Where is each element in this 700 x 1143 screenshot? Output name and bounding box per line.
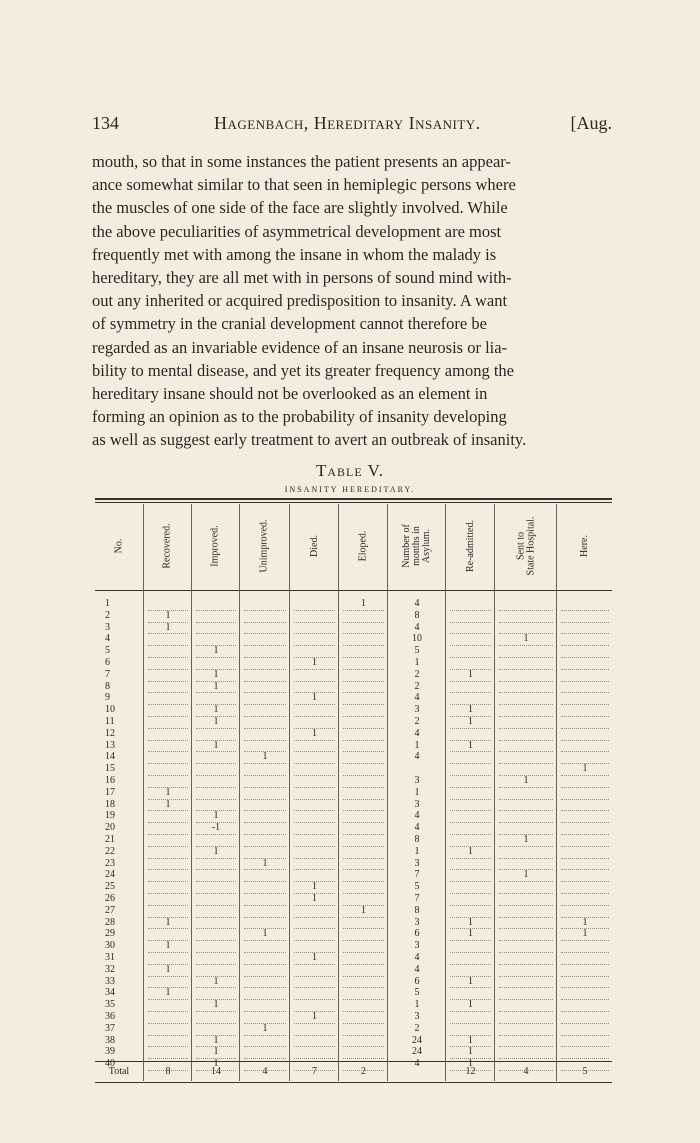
cell-months: 8 bbox=[414, 904, 420, 916]
cell-state-hospital: 1 bbox=[499, 633, 553, 646]
header-label: Died. bbox=[308, 535, 320, 557]
table-row bbox=[95, 763, 612, 775]
cell-unimproved: 1 bbox=[244, 751, 286, 764]
cell-readmitted: 1 bbox=[450, 976, 491, 989]
table-row bbox=[95, 657, 612, 669]
table-bottom-rule bbox=[95, 1082, 612, 1083]
cell-state-hospital: 1 bbox=[499, 869, 553, 882]
cell-died: 1 bbox=[294, 728, 335, 741]
total-improved: 14 bbox=[211, 1066, 221, 1077]
cell-no: 10 bbox=[105, 704, 115, 716]
cell-no: 39 bbox=[105, 1046, 115, 1058]
cell-readmitted: 1 bbox=[450, 704, 491, 717]
cell-readmitted: 1 bbox=[450, 1035, 491, 1048]
cell-no: 12 bbox=[105, 727, 115, 739]
column-rule bbox=[556, 504, 557, 1081]
cell-months: 2 bbox=[414, 1022, 420, 1034]
table-top-rule-thin bbox=[95, 502, 612, 503]
cell-no: 34 bbox=[105, 987, 115, 999]
header-months bbox=[389, 506, 445, 586]
cell-improved: 1 bbox=[196, 976, 236, 989]
cell-died: 1 bbox=[294, 692, 335, 705]
cell-months: 4 bbox=[414, 621, 420, 633]
cell-months: 4 bbox=[414, 952, 420, 963]
table-row bbox=[95, 940, 612, 952]
cell-no: 17 bbox=[105, 786, 115, 798]
cell-months: 24 bbox=[412, 1034, 422, 1046]
header-improved bbox=[193, 506, 239, 586]
cell-improved: 1 bbox=[196, 1035, 236, 1048]
header-readmitted bbox=[447, 506, 494, 586]
cell-months: 4 bbox=[414, 1058, 420, 1070]
cell-months: 8 bbox=[414, 834, 420, 845]
total-state-hospital: 4 bbox=[523, 1066, 529, 1077]
header-label: Eloped. bbox=[357, 530, 369, 562]
cell-unimproved: 1 bbox=[244, 928, 286, 941]
total-row bbox=[95, 1062, 612, 1082]
cell-months: 6 bbox=[414, 975, 420, 987]
cell-months: 4 bbox=[414, 751, 420, 763]
total-recovered: 8 bbox=[165, 1066, 171, 1077]
cell-months: 5 bbox=[414, 645, 420, 657]
cell-readmitted: 1 bbox=[450, 928, 491, 941]
cell-here: 1 bbox=[561, 763, 609, 776]
body-paragraph bbox=[92, 150, 610, 452]
cell-no: 18 bbox=[105, 798, 115, 810]
table-row bbox=[95, 787, 612, 799]
body-line: as well as suggest early treatment to avert an outbreak of insanity. bbox=[92, 430, 527, 450]
cell-no: 28 bbox=[105, 916, 115, 928]
cell-no: 5 bbox=[105, 645, 110, 657]
column-rule bbox=[289, 504, 290, 1081]
cell-died: 1 bbox=[294, 893, 335, 906]
total-eloped: 2 bbox=[361, 1066, 366, 1077]
cell-readmitted: 1 bbox=[450, 1046, 491, 1059]
cell-no: 29 bbox=[105, 928, 115, 940]
total-died: 7 bbox=[312, 1066, 317, 1077]
cell-no: 40 bbox=[105, 1058, 115, 1070]
table-title: Table V. bbox=[316, 461, 384, 480]
cell-no: 27 bbox=[105, 904, 115, 916]
cell-readmitted: 1 bbox=[450, 846, 491, 859]
body-line: the muscles of one side of the face are slightly involved. While bbox=[92, 198, 508, 218]
cell-improved: -1 bbox=[196, 822, 236, 835]
table-row bbox=[95, 740, 612, 752]
table-row bbox=[95, 1035, 612, 1047]
cell-readmitted: 1 bbox=[450, 917, 491, 930]
table-top-rule bbox=[95, 498, 612, 500]
cell-no: 21 bbox=[105, 834, 115, 845]
table-row bbox=[95, 846, 612, 858]
cell-unimproved: 1 bbox=[244, 858, 286, 871]
body-line: the above peculiarities of asymmetrical development are most bbox=[92, 221, 502, 241]
running-date: [Aug. bbox=[570, 113, 612, 133]
cell-no: 23 bbox=[105, 857, 115, 869]
table-row bbox=[95, 928, 612, 940]
cell-months: 24 bbox=[412, 1046, 422, 1058]
table-row bbox=[95, 669, 612, 681]
cell-no: 35 bbox=[105, 999, 115, 1011]
cell-improved: 1 bbox=[196, 645, 236, 658]
cell-months: 10 bbox=[412, 633, 422, 645]
cell-recovered: 1 bbox=[148, 787, 188, 800]
column-rule bbox=[445, 504, 446, 1081]
cell-recovered: 1 bbox=[148, 987, 188, 1000]
table-row bbox=[95, 869, 612, 881]
table-row bbox=[95, 1046, 612, 1058]
cell-improved: 1 bbox=[196, 1058, 236, 1071]
cell-no: 9 bbox=[105, 692, 110, 704]
cell-improved: 1 bbox=[196, 1046, 236, 1059]
cell-no: 3 bbox=[105, 621, 110, 633]
cell-no: 36 bbox=[105, 1011, 115, 1022]
table-row bbox=[95, 681, 612, 693]
cell-no: 30 bbox=[105, 940, 115, 952]
table-row bbox=[95, 893, 612, 905]
running-header bbox=[92, 113, 612, 137]
cell-readmitted: 1 bbox=[450, 1058, 491, 1071]
cell-recovered: 1 bbox=[148, 940, 188, 953]
cell-months: 3 bbox=[414, 798, 420, 810]
cell-no: 11 bbox=[105, 716, 115, 727]
table-row bbox=[95, 751, 612, 763]
cell-months: 3 bbox=[414, 857, 420, 869]
cell-died: 1 bbox=[294, 657, 335, 670]
cell-improved: 1 bbox=[196, 846, 236, 859]
table-row bbox=[95, 799, 612, 811]
table-row bbox=[95, 952, 612, 964]
cell-months: 2 bbox=[414, 668, 420, 680]
cell-months: 3 bbox=[414, 775, 420, 786]
table-row bbox=[95, 692, 612, 704]
table-row bbox=[95, 917, 612, 929]
cell-no: 6 bbox=[105, 657, 110, 668]
cell-readmitted: 1 bbox=[450, 716, 491, 729]
table-row bbox=[95, 775, 612, 787]
cell-no: 16 bbox=[105, 775, 115, 786]
cell-eloped: 1 bbox=[343, 598, 384, 611]
table-row bbox=[95, 905, 612, 917]
table-row bbox=[95, 976, 612, 988]
header-eloped bbox=[340, 506, 387, 586]
table-row bbox=[95, 1023, 612, 1035]
cell-no: 1 bbox=[105, 598, 110, 609]
cell-died: 1 bbox=[294, 952, 335, 965]
table-subtitle: INSANITY HEREDITARY. bbox=[284, 485, 416, 494]
header-label: Sent to State Hospital. bbox=[514, 516, 536, 576]
cell-months: 7 bbox=[414, 869, 420, 881]
header-label: Here. bbox=[579, 535, 590, 557]
cell-months: 1 bbox=[414, 657, 420, 668]
data-table bbox=[95, 498, 612, 1083]
header-label: Improved. bbox=[209, 525, 221, 567]
cell-months: 4 bbox=[414, 598, 420, 609]
cell-here: 1 bbox=[561, 917, 609, 930]
cell-readmitted: 1 bbox=[450, 740, 491, 753]
body-line: hereditary insane should not be overlooked as an element in bbox=[92, 384, 488, 404]
cell-months: 3 bbox=[414, 704, 420, 716]
cell-months: 5 bbox=[414, 987, 420, 999]
body-line: ance somewhat similar to that seen in hemiplegic persons where bbox=[92, 175, 516, 195]
cell-months: 4 bbox=[414, 822, 420, 834]
header-label: No. bbox=[112, 538, 124, 554]
cell-no: 31 bbox=[105, 952, 115, 963]
cell-improved: 1 bbox=[196, 810, 236, 823]
column-rule bbox=[338, 504, 339, 1081]
body-line: bility to mental disease, and yet its greater frequency among the bbox=[92, 360, 514, 380]
column-rule bbox=[239, 504, 240, 1081]
cell-recovered: 1 bbox=[148, 917, 188, 930]
body-line: of symmetry in the cranial development cannot therefore be bbox=[92, 314, 487, 334]
table-row bbox=[95, 622, 612, 634]
cell-months bbox=[392, 763, 442, 775]
total-no: Total bbox=[108, 1066, 130, 1077]
table-row bbox=[95, 610, 612, 622]
cell-no: 22 bbox=[105, 845, 115, 857]
cell-months: 8 bbox=[414, 609, 420, 621]
table-row bbox=[95, 704, 612, 716]
cell-eloped: 1 bbox=[343, 905, 384, 918]
cell-months: 1 bbox=[414, 845, 420, 857]
page-number: 134 bbox=[92, 113, 119, 133]
table-row bbox=[95, 881, 612, 893]
header-here bbox=[558, 506, 612, 586]
cell-months: 6 bbox=[414, 928, 420, 940]
cell-months: 4 bbox=[414, 727, 420, 739]
cell-no: 38 bbox=[105, 1034, 115, 1046]
cell-no: 15 bbox=[105, 763, 115, 775]
header-label: Recovered. bbox=[161, 523, 173, 569]
cell-here: 1 bbox=[561, 928, 609, 941]
cell-readmitted: 1 bbox=[450, 669, 491, 682]
cell-no: 25 bbox=[105, 881, 115, 893]
table-row bbox=[95, 598, 612, 610]
table-row bbox=[95, 810, 612, 822]
cell-no: 8 bbox=[105, 680, 110, 692]
table-row bbox=[95, 834, 612, 846]
total-readmitted: 12 bbox=[465, 1066, 476, 1077]
cell-no: 14 bbox=[105, 751, 115, 763]
header-unimproved bbox=[241, 506, 289, 586]
cell-no: 33 bbox=[105, 975, 115, 987]
column-rule bbox=[387, 504, 388, 1081]
cell-improved: 1 bbox=[196, 681, 236, 694]
cell-recovered: 1 bbox=[148, 622, 188, 635]
body-line: out any inherited or acquired predisposition to insanity. A want bbox=[92, 291, 508, 311]
cell-no: 7 bbox=[105, 668, 110, 680]
cell-months: 3 bbox=[414, 916, 420, 928]
header-recovered bbox=[145, 506, 191, 586]
cell-no: 24 bbox=[105, 869, 115, 881]
column-rule bbox=[494, 504, 495, 1081]
body-line: frequently met with among the insane in whom the malady is bbox=[92, 244, 497, 264]
total-unimproved: 4 bbox=[262, 1066, 268, 1077]
cell-no: 2 bbox=[105, 609, 110, 621]
cell-no: 37 bbox=[105, 1022, 115, 1034]
cell-months: 3 bbox=[414, 1011, 420, 1022]
cell-months: 5 bbox=[414, 881, 420, 893]
cell-no: 32 bbox=[105, 963, 115, 975]
cell-recovered: 1 bbox=[148, 610, 188, 623]
column-rule bbox=[191, 504, 192, 1081]
cell-died: 1 bbox=[294, 881, 335, 894]
total-months bbox=[389, 1062, 445, 1082]
header-label: Number of months in Asylum. bbox=[400, 524, 432, 568]
cell-readmitted: 1 bbox=[450, 999, 491, 1012]
cell-improved: 1 bbox=[196, 716, 236, 729]
table-row bbox=[95, 858, 612, 870]
table-row bbox=[95, 1011, 612, 1023]
cell-months: 3 bbox=[414, 940, 420, 952]
cell-months: 4 bbox=[414, 810, 420, 822]
cell-improved: 1 bbox=[196, 999, 236, 1012]
cell-state-hospital: 1 bbox=[499, 834, 553, 847]
body-line: mouth, so that in some instances the patient presents an appear- bbox=[92, 152, 511, 171]
table-row bbox=[95, 633, 612, 645]
cell-months: 1 bbox=[414, 739, 420, 751]
table-row bbox=[95, 999, 612, 1011]
cell-died: 1 bbox=[294, 1011, 335, 1024]
header-died bbox=[291, 506, 338, 586]
table-row bbox=[95, 822, 612, 834]
cell-months: 4 bbox=[414, 963, 420, 975]
cell-no: 19 bbox=[105, 810, 115, 822]
table-row bbox=[95, 716, 612, 728]
cell-months: 1 bbox=[414, 999, 420, 1011]
cell-months: 1 bbox=[414, 786, 420, 798]
cell-months: 7 bbox=[414, 893, 420, 904]
cell-improved: 1 bbox=[196, 740, 236, 753]
table-row bbox=[95, 964, 612, 976]
total-here: 5 bbox=[582, 1066, 588, 1077]
table-row bbox=[95, 645, 612, 657]
cell-no: 4 bbox=[105, 633, 110, 645]
cell-recovered: 1 bbox=[148, 964, 188, 977]
body-line: regarded as an invariable evidence of an insane neurosis or lia- bbox=[92, 337, 508, 357]
cell-improved: 1 bbox=[196, 704, 236, 717]
header-label: Unimproved. bbox=[259, 519, 271, 573]
cell-unimproved: 1 bbox=[244, 1023, 286, 1036]
cell-months: 4 bbox=[414, 692, 420, 704]
table-row bbox=[95, 728, 612, 740]
header-no bbox=[95, 506, 143, 586]
cell-months: 2 bbox=[414, 680, 420, 692]
header-label: Re-admitted. bbox=[464, 520, 476, 572]
table-row bbox=[95, 987, 612, 999]
cell-no: 13 bbox=[105, 739, 115, 751]
cell-improved: 1 bbox=[196, 669, 236, 682]
body-line: forming an opinion as to the probability of insanity developing bbox=[92, 407, 507, 427]
body-line: hereditary, they are all met with in persons of sound mind with- bbox=[92, 268, 512, 288]
cell-recovered: 1 bbox=[148, 799, 188, 812]
column-rule bbox=[143, 504, 144, 1081]
header-state-hospital bbox=[496, 506, 556, 586]
table-header-rule bbox=[95, 590, 612, 591]
running-title: Hagenbach, Hereditary Insanity. bbox=[214, 113, 481, 133]
cell-no: 20 bbox=[105, 822, 115, 834]
cell-state-hospital: 1 bbox=[499, 775, 553, 788]
cell-months: 2 bbox=[414, 716, 420, 727]
cell-no: 26 bbox=[105, 893, 115, 904]
